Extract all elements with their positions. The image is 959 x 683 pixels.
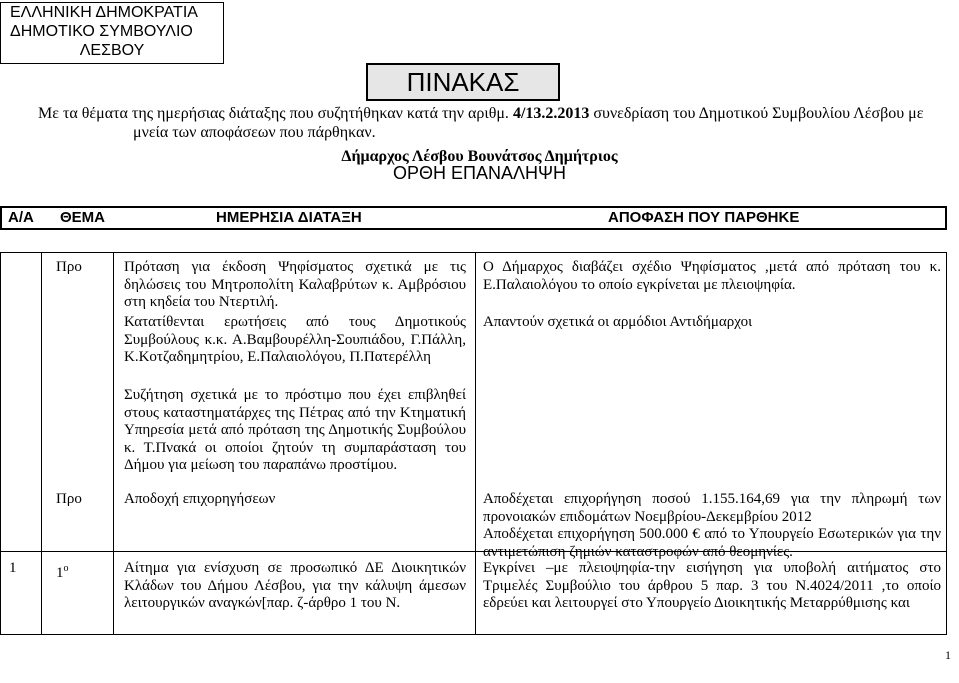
row-thema: Προ <box>56 491 82 507</box>
page-number: 1 <box>945 648 951 662</box>
decision-item: Ο Δήμαρχος διαβάζει σχέδιο Ψηφίσματος ,μετά από πρόταση του κ. Ε.Παλαιολόγου το οποίο εγκρίνεται με πλειοψηφία. <box>483 259 941 293</box>
row-number: 1 <box>9 560 17 576</box>
intro-text-c: μνεία των αποφάσεων που πάρθηκαν. <box>133 124 376 141</box>
issuer-header <box>0 2 224 64</box>
col-decision: ΑΠΟΦΑΣΗ ΠΟΥ ΠΑΡΘΗΚΕ <box>608 209 800 226</box>
agenda-item: Πρόταση για έκδοση Ψηφίσματος σχετικά με τις δηλώσεις του Μητροπολίτη Καλαβρύτων κ. Αμβρόσιου στη κηδεία του Ντερτιλή. <box>124 259 466 311</box>
agenda-item: Αίτημα για ενίσχυση σε προσωπικό ΔΕ Διοικητικών Κλάδων του Δήμου Λέσβου, για την κάλυψη άμεσων λειτουργικών αναγκών[παρ. ζ-άρθρο 1 του Ν. <box>124 560 466 612</box>
decision-item: Αποδέχεται επιχορήγηση ποσού 1.155.164,69 για την πληρωμή των προνοιακών επιδομάτων Νοεμβρίου-Δεκεμβρίου 2012 <box>483 491 941 525</box>
intro-text-a: Με τα θέματα της ημερήσιας διάταξης που συζητήθηκαν κατά την αριθμ. <box>38 105 513 122</box>
decision-item: Αποδέχεται επιχορήγηση 500.000 € από το Υπουργείο Εσωτερικών για την αντιμετώπιση ζημιών καταστροφών από θεομηνίες. <box>483 526 941 560</box>
col-thema: ΘΕΜΑ <box>60 209 105 226</box>
divider <box>113 253 114 634</box>
row-thema: $1^o$ <box>56 563 69 581</box>
repeat-note: ΟΡΘΗ ΕΠΑΝΑΛΗΨΗ <box>392 163 567 183</box>
agenda-item: Συζήτηση σχετικά με το πρόστιμο που έχει επιβληθεί στους καταστηματάρχες της Πέτρας από την Κτηματική Υπηρεσία μετά από πρόταση της Δημοτικής Συμβούλου κ. Τ.Πνακά οι οποίοι ζητούν τη συμπαράσταση του Δήμου για μείωση του παραπάνω προστίμου. <box>124 387 466 474</box>
decision-item: Εγκρίνει –με πλειοψηφία-την εισήγηση για υποβολή αιτήματος στο Τριμελές Συμβούλιο του άρθρου 5 παρ. 3 του Ν.4024/2011 ,το οποίο εδρεύει και λειτουργεί στο Υπουργείο Διοικητικής Μεταρρύθμισης και <box>483 560 941 612</box>
session-number: 4/13.2.2013 <box>512 105 590 122</box>
agenda-table <box>0 252 947 635</box>
col-aa: Α/Α <box>8 209 34 226</box>
decision-item: Απαντούν σχετικά οι αρμόδιοι Αντιδήμαρχοι <box>483 314 753 330</box>
divider <box>475 253 476 634</box>
header-line-council: ΔΗΜΟΤΙΚΟ ΣΥΜΒΟΥΛΙΟ <box>10 23 193 40</box>
col-agenda: ΗΜΕΡΗΣΙΑ ΔΙΑΤΑΞΗ <box>216 209 362 226</box>
intro-text-b: συνεδρίαση του Δημοτικού Συμβουλίου Λέσβου με <box>589 105 924 122</box>
intro-paragraph <box>38 104 958 142</box>
agenda-item: Κατατίθενται ερωτήσεις από τους Δημοτικούς Συμβούλους κ.κ. Α.Βαμβουρέλλη-Σουπιάδου, Γ.Πάλλη, Κ.Κοτζαδημητρίου, Ε.Παλαιολόγου, Π.Πατερέλλη <box>124 314 466 366</box>
row-thema: Προ <box>56 259 82 275</box>
agenda-item: Αποδοχή επιχορηγήσεων <box>124 491 276 507</box>
divider <box>41 253 42 634</box>
header-line-republic: ΕΛΛΗΝΙΚΗ ΔΗΜΟΚΡΑΤΙΑ <box>10 4 198 21</box>
mayor-line: Δήμαρχος Λέσβου Βουνάτσος Δημήτριος <box>341 148 618 165</box>
header-line-lesvos: ΛΕΣΒΟΥ <box>79 42 145 59</box>
document-title: ΠΙΝΑΚΑΣ <box>366 63 560 101</box>
column-header-bar <box>0 206 947 230</box>
